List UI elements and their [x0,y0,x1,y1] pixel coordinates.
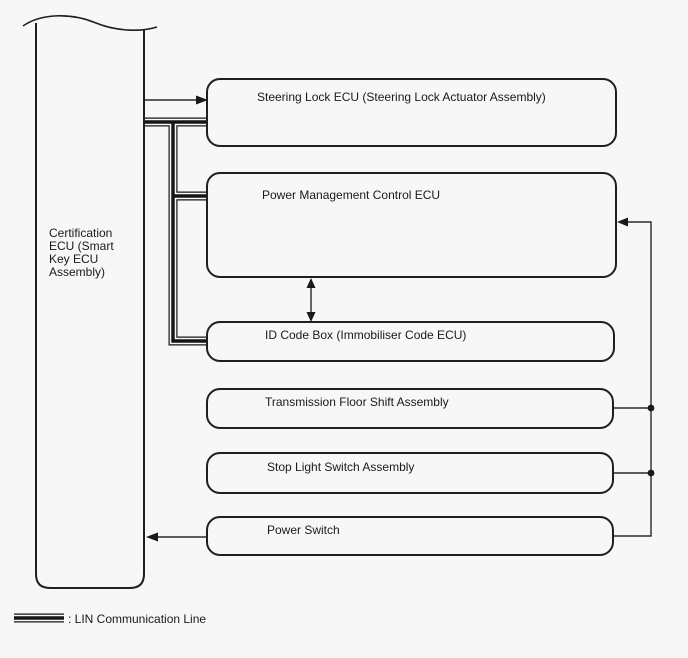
stop-light-switch-label: Stop Light Switch Assembly [267,460,415,474]
certification-ecu-label: Certification ECU (Smart Key ECU Assembly) [49,226,114,279]
junction-dot-transmission [648,405,655,412]
transmission-floor-shift-label: Transmission Floor Shift Assembly [265,395,449,409]
steering-lock-ecu-label: Steering Lock ECU (Steering Lock Actuator Assembly) [257,90,546,104]
power-switch-label: Power Switch [267,523,340,537]
certification-ecu-box [23,16,157,588]
lin-communication-line [143,122,206,341]
power-management-ecu-label: Power Management Control ECU [262,188,441,202]
arrowhead-up-icon [307,278,316,288]
id-code-box-label: ID Code Box (Immobiliser Code ECU) [265,328,467,342]
arrowhead-left-into-powermgmt-icon [617,218,628,227]
arrowhead-down-icon [307,312,316,322]
right-bus-line [613,222,651,536]
legend-label: : LIN Communication Line [68,612,207,626]
arrowhead-left-into-cert-icon [146,533,158,542]
junction-dot-stoplight [648,470,655,477]
